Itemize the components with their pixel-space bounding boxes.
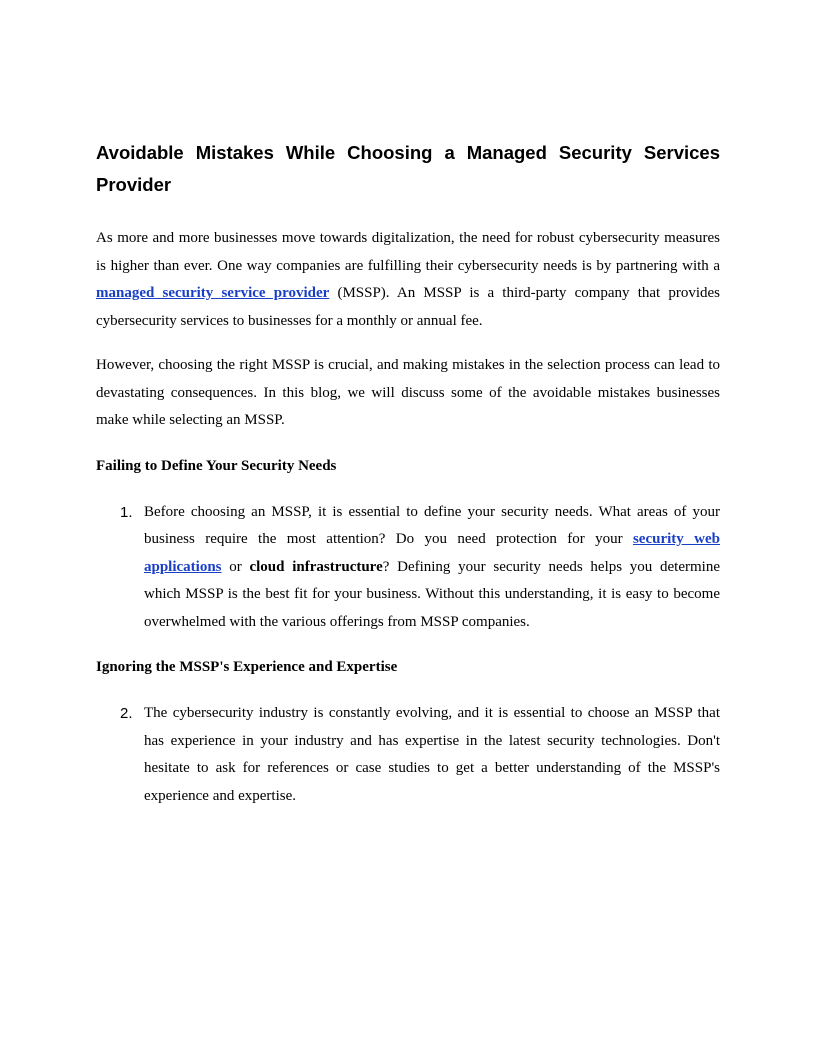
section-heading-2: Ignoring the MSSP's Experience and Expertise [96, 659, 398, 675]
intro-text-after-link: (MSSP). An MSSP is a third-party company that provides cybersecurity services to businesses for a monthly or annual fee. [96, 285, 721, 329]
list-text-a: Before choosing an MSSP, it is essential to define your security needs. What areas of your business require the most attention? Do you need protection for your [144, 503, 720, 547]
intro-paragraph-1 [96, 225, 720, 335]
list-text-c: ? Defining your security needs helps you determine which MSSP is the best fit for your business. Without this understanding, it is easy to become overwhelmed with the various offerings from MSSP companies. [144, 558, 720, 630]
cloud-infrastructure-bold: cloud infrastructure [249, 558, 383, 575]
numbered-list-1 [96, 499, 720, 637]
intro-paragraph-2: However, choosing the right MSSP is crucial, and making mistakes in the selection process can lead to devastating consequences. In this blog, we will discuss some of the avoidable mistakes businesses make while selecting an MSSP. [96, 357, 720, 428]
list-number: 2. [120, 705, 133, 722]
list-item [96, 499, 720, 637]
security-web-applications-link[interactable]: security web applications [144, 531, 720, 575]
numbered-list-2 [96, 700, 720, 810]
section-heading-1: Failing to Define Your Security Needs [96, 457, 337, 474]
list-number: 1. [120, 503, 133, 521]
article-title: Avoidable Mistakes While Choosing a Managed Security Services Provider [96, 142, 720, 195]
list-text-b: or [221, 558, 250, 575]
list-item [96, 700, 720, 810]
list-text: The cybersecurity industry is constantly evolving, and it is essential to choose an MSSP that has experience in your industry and has expertise in the latest security technologies. Don't hesitate to ask for references or case studies to get a better understanding of the MSSP's experience and expertise. [144, 705, 720, 804]
mssp-link[interactable]: managed security service provider [96, 285, 330, 301]
document-page [96, 137, 720, 810]
intro-text-before-link: As more and more businesses move towards digitalization, the need for robust cybersecurity measures is higher than ever. One way companies are fulfilling their cybersecurity needs is by partnering with a [96, 230, 720, 274]
